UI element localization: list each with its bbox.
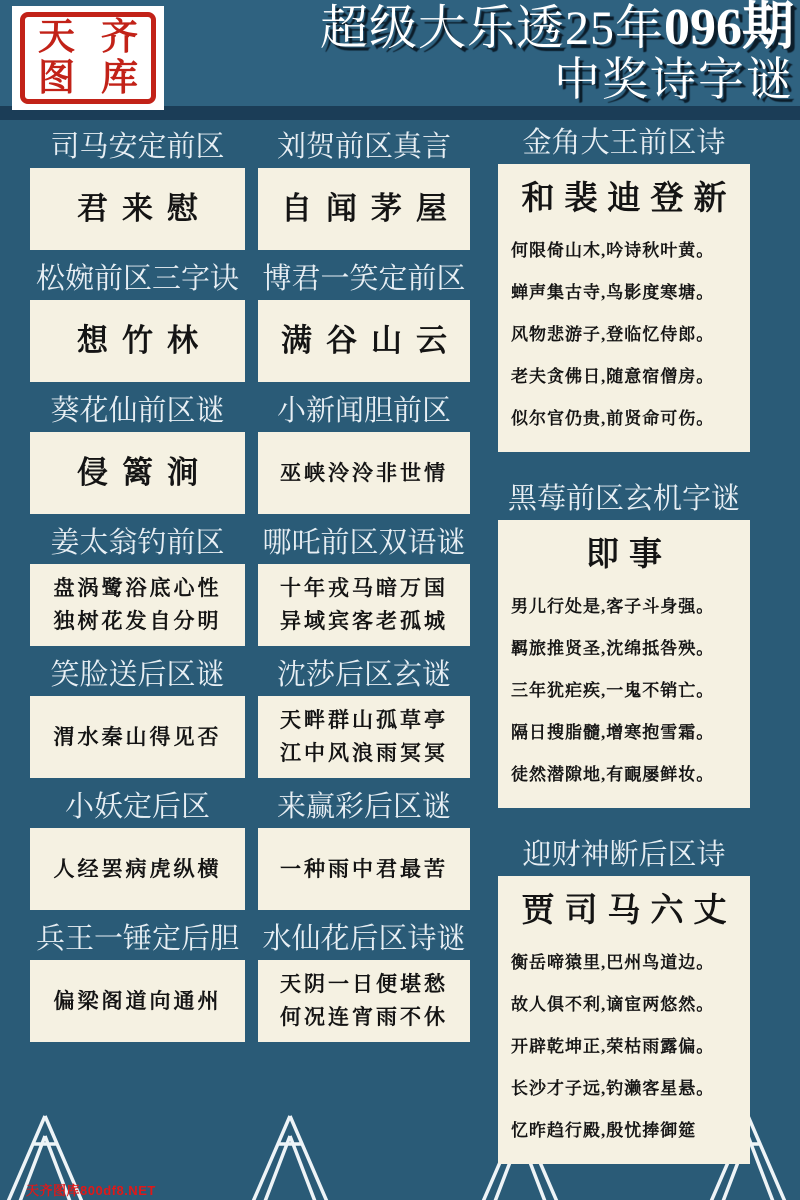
poem-line: 羁旅推贤圣,沈绵抵咎殃。	[511, 639, 715, 658]
riddle-section	[258, 130, 470, 250]
section-label: 迎财神断后区诗	[522, 839, 726, 871]
poem-card	[498, 164, 750, 452]
poem-line: 徒然潜隙地,有靦屡鲜妆。	[511, 765, 715, 784]
poem-line: 蝉声集古寺,鸟影度寒塘。	[511, 283, 715, 302]
section-label: 金角大王前区诗	[522, 127, 726, 159]
section-label: 哪吒前区双语谜	[262, 527, 466, 559]
poem-line: 何限倚山木,吟诗秋叶黄。	[511, 241, 715, 260]
riddle-section	[258, 262, 470, 382]
poem-line: 老夫贪佛日,随意宿僧房。	[511, 367, 715, 386]
riddle-card	[30, 696, 245, 778]
riddle-card	[30, 564, 245, 646]
section-label: 水仙花后区诗谜	[262, 923, 466, 955]
riddle-card-line: 一种雨中君最苦	[280, 856, 448, 881]
poem-line: 风物悲游子,登临忆侍郎。	[511, 325, 715, 344]
section-label: 小新闻胆前区	[276, 395, 451, 427]
section-label: 沈莎后区玄谜	[276, 659, 451, 691]
seal-frame-icon	[20, 12, 156, 104]
seal-char: 库	[101, 58, 138, 99]
poem-line: 隔日搜脂髓,增寒抱雪霜。	[511, 723, 715, 742]
riddle-card-line: 人经罢病虎纵横	[53, 856, 222, 881]
issue-number: 096期	[663, 0, 794, 56]
section-label: 笑脸送后区谜	[50, 659, 225, 691]
subtitle: 中奖诗字谜	[554, 54, 794, 105]
column-right	[498, 126, 750, 1194]
riddle-card-line: 君来慰	[77, 191, 212, 226]
riddle-section	[258, 922, 470, 1042]
riddle-card-line: 渭水秦山得见否	[53, 724, 222, 749]
section-label: 松婉前区三字诀	[35, 263, 239, 295]
tianqi-tuku-seal-logo	[12, 6, 164, 110]
section-label: 博君一笑定前区	[262, 263, 466, 295]
column-middle	[258, 130, 470, 1054]
main-title	[320, 2, 794, 55]
riddle-section	[258, 526, 470, 646]
riddle-card-line: 独树花发自分明	[53, 609, 222, 633]
section-label: 黑莓前区玄机字谜	[507, 483, 740, 515]
section-label: 刘贺前区真言	[276, 131, 451, 163]
riddle-card	[30, 300, 245, 382]
section-label: 小妖定后区	[64, 791, 210, 823]
riddle-section	[30, 658, 245, 778]
riddle-card-line: 何况连宵雨不休	[280, 1005, 448, 1029]
poem-title: 贾司马六丈	[521, 893, 737, 929]
section-label: 司马安定前区	[50, 131, 225, 163]
riddle-section	[258, 790, 470, 910]
section-label: 姜太翁钓前区	[50, 527, 225, 559]
poem-section	[498, 126, 750, 452]
poem-line: 故人俱不利,谪宦两悠然。	[511, 995, 715, 1014]
poem-line: 三年犹疟疾,一鬼不销亡。	[511, 681, 715, 700]
riddle-card	[30, 828, 245, 910]
poem-line: 衡岳啼猿里,巴州鸟道边。	[511, 953, 715, 972]
riddle-card-line: 天畔群山孤草亭	[280, 708, 448, 732]
riddle-card	[30, 168, 245, 250]
riddle-card	[258, 828, 470, 910]
poem-section	[498, 838, 750, 1164]
riddle-section	[258, 658, 470, 778]
riddle-card	[258, 300, 470, 382]
riddle-card	[258, 696, 470, 778]
pine-tree-icon	[242, 1110, 338, 1200]
site-watermark: 天齐图库800df8.NET	[26, 1183, 156, 1198]
poem-title: 和裴迪登新	[521, 181, 737, 217]
poem-card	[498, 520, 750, 808]
riddle-section	[30, 394, 245, 514]
riddle-card-line: 盘涡鹭浴底心性	[53, 576, 222, 600]
poem-card	[498, 876, 750, 1164]
riddle-card	[258, 564, 470, 646]
riddle-card	[30, 432, 245, 514]
riddle-card-line: 十年戎马暗万国	[280, 576, 448, 600]
riddle-section	[30, 262, 245, 382]
riddle-section	[30, 526, 245, 646]
riddle-section	[30, 922, 245, 1042]
riddle-card-line: 满谷山云	[281, 323, 461, 358]
riddle-card	[258, 168, 470, 250]
poem-line: 忆昨趋行殿,殷忧捧御筵	[511, 1121, 697, 1140]
riddle-card-line: 天阴一日便堪愁	[280, 972, 448, 996]
poem-line: 男儿行处是,客子斗身强。	[511, 597, 715, 616]
column-left	[30, 130, 245, 1054]
riddle-card-line: 偏梁阁道向通州	[53, 988, 222, 1013]
riddle-card-line: 自闻茅屋	[281, 191, 461, 226]
poem-title: 即事	[586, 537, 672, 573]
riddle-section	[30, 130, 245, 250]
riddle-card-line: 想竹林	[77, 323, 212, 358]
title-block	[320, 2, 794, 105]
header	[0, 0, 800, 106]
riddle-card-line: 江中风浪雨冥冥	[280, 741, 448, 765]
riddle-card	[258, 432, 470, 514]
riddle-section	[30, 790, 245, 910]
riddle-section	[258, 394, 470, 514]
seal-char: 图	[38, 58, 75, 99]
section-label: 来赢彩后区谜	[276, 791, 451, 823]
section-label: 兵王一锤定后胆	[35, 923, 239, 955]
poem-line: 开辟乾坤正,荣枯雨露偏。	[511, 1037, 715, 1056]
riddle-card-line: 异域宾客老孤城	[280, 609, 448, 633]
poem-line: 长沙才子远,钓濑客星悬。	[511, 1079, 715, 1098]
section-label: 葵花仙前区谜	[50, 395, 225, 427]
poem-line: 似尔官仍贵,前贤命可伤。	[511, 409, 715, 428]
seal-char: 齐	[101, 17, 138, 58]
main-title-prefix: 超级大乐透25年	[319, 2, 664, 55]
poem-section	[498, 482, 750, 808]
riddle-card	[258, 960, 470, 1042]
riddle-card-line: 巫峡泠泠非世情	[280, 460, 448, 485]
riddle-card-line: 侵篱涧	[77, 455, 212, 490]
riddle-card	[30, 960, 245, 1042]
seal-char: 天	[38, 17, 75, 58]
